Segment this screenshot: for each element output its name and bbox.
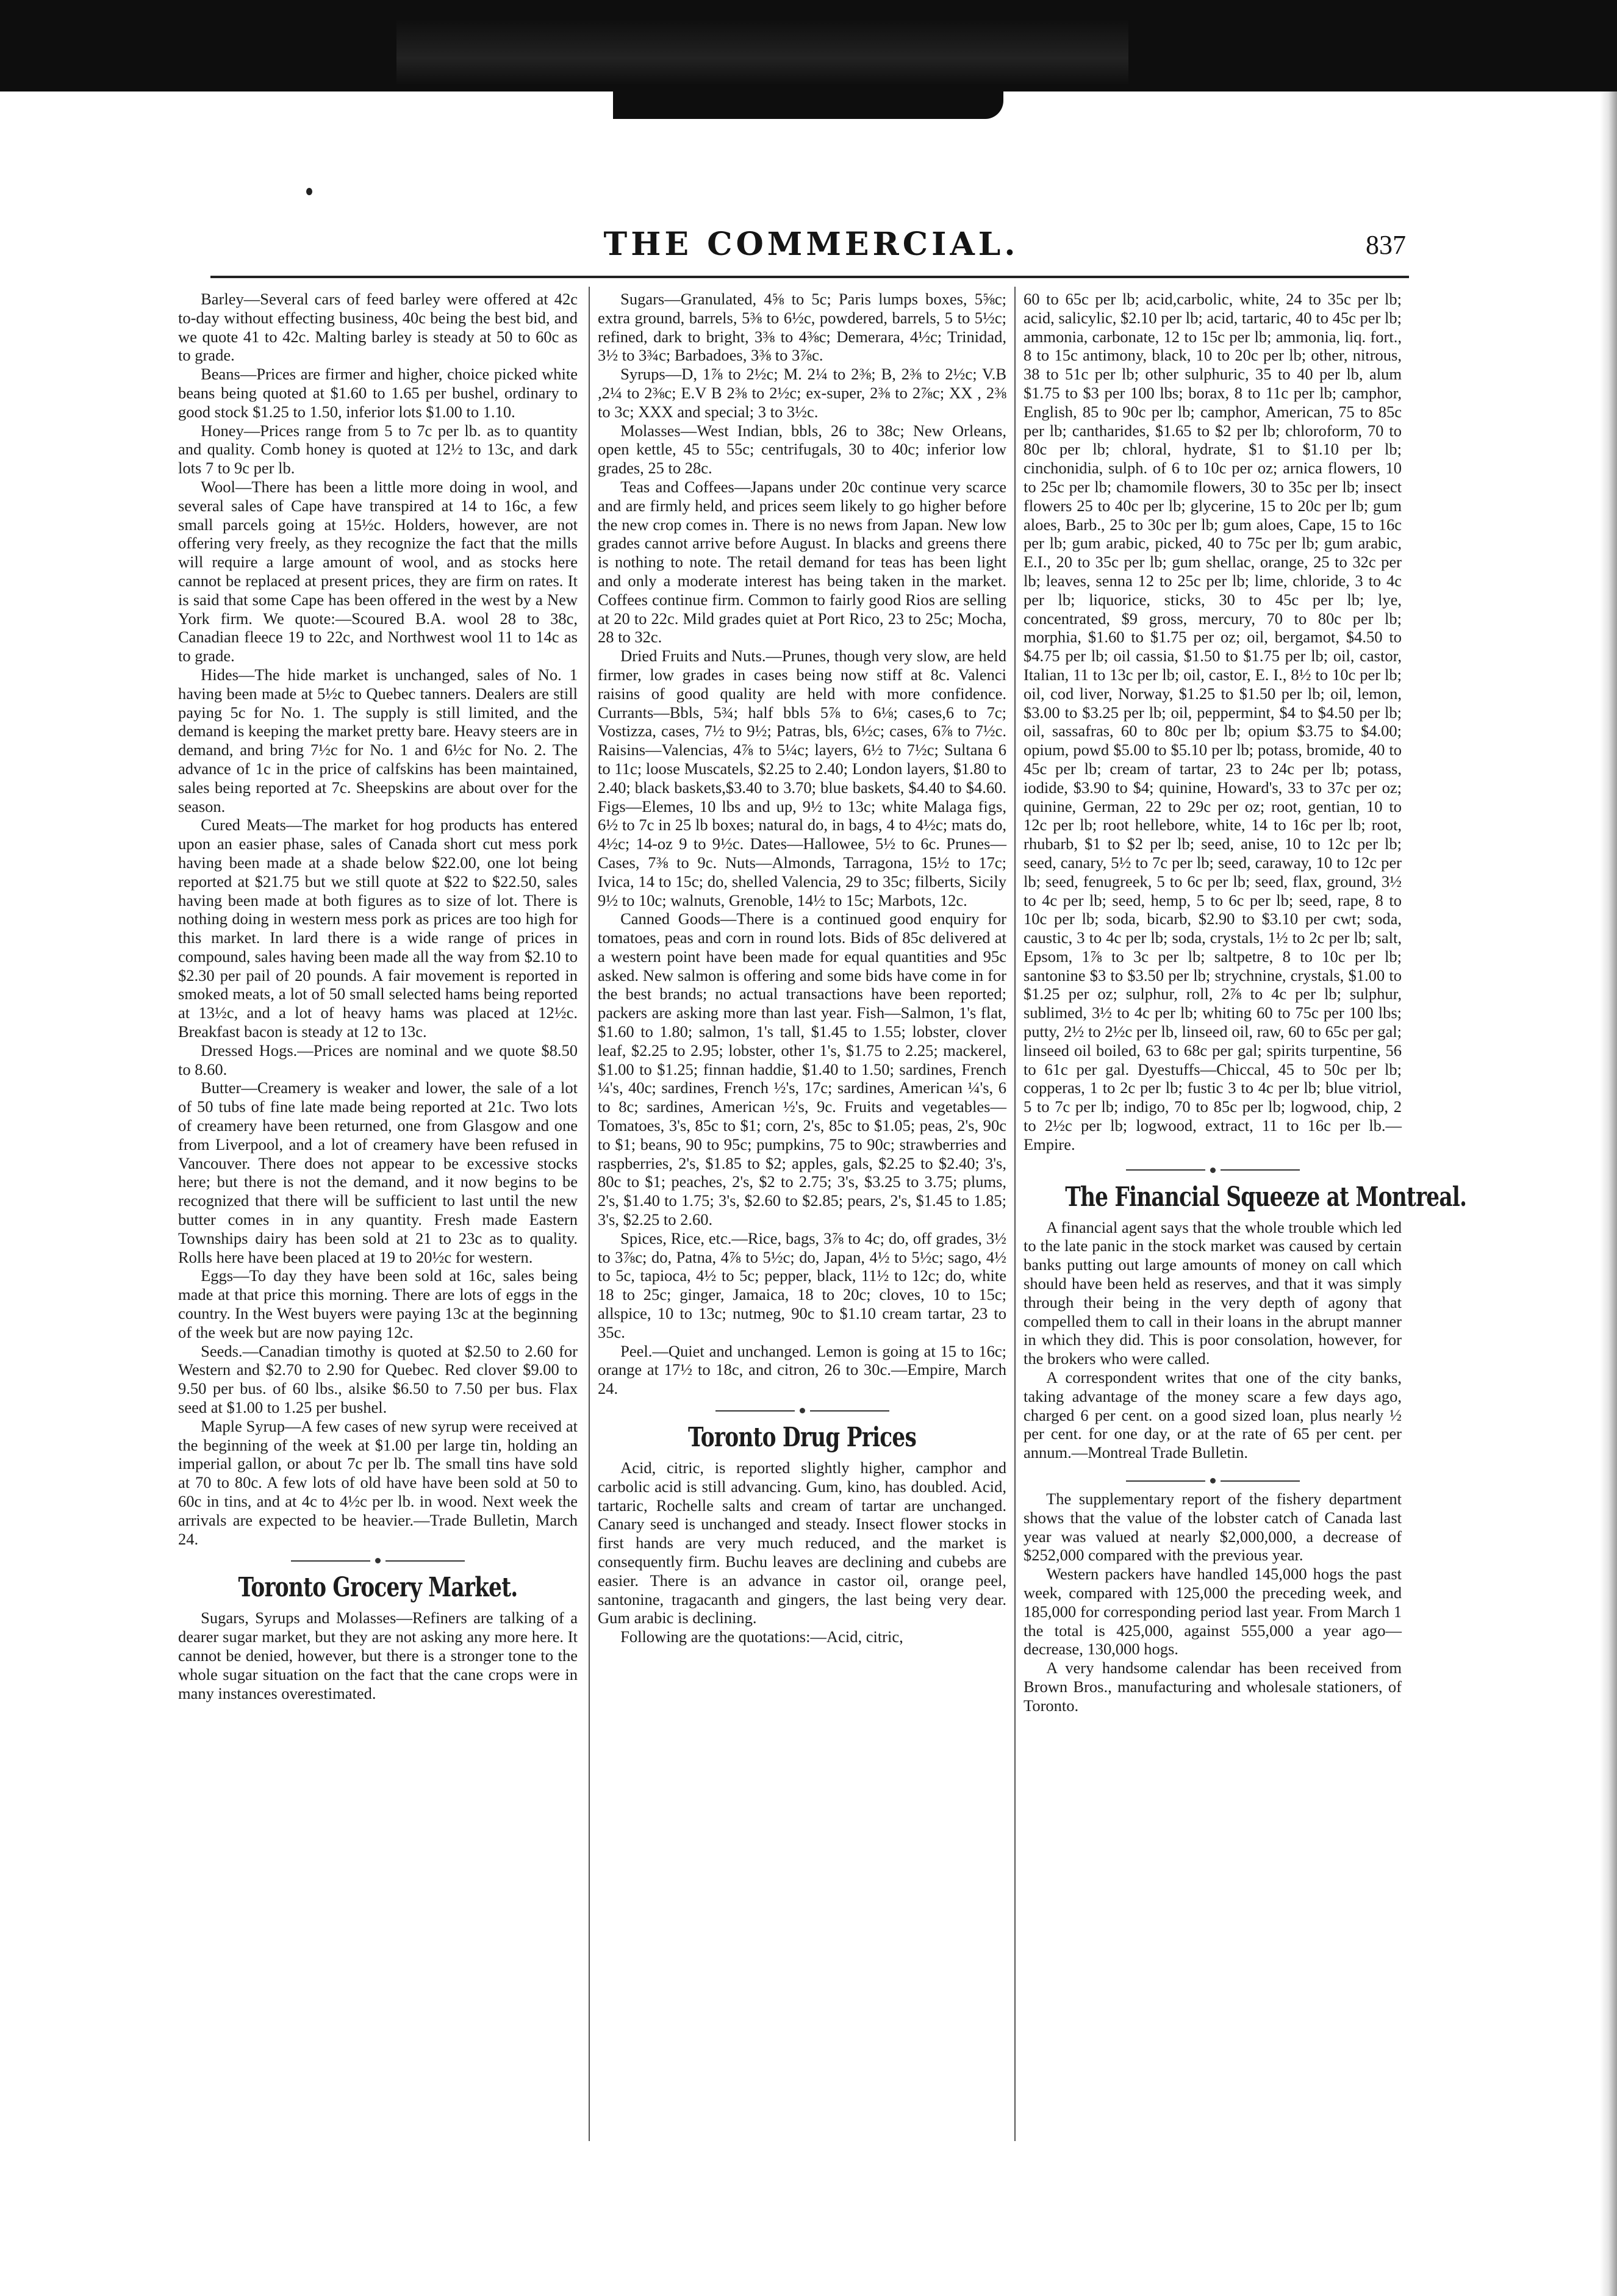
- section-heading-toronto-drug: Toronto Drug Prices: [687, 1422, 917, 1454]
- market-paragraph: Teas and Coffees—Japans under 20c continue very scarce and are firmly held, and prices seem likely to go higher before the new crop comes in. There is no news from Japan. New low grades cannot arrive before August. In blacks and greens there is nothing to note. The retail demand for teas has been light and only a moderate interest has being taken in the market. Coffees continue firm. Common to fairly good Rios are selling at 20 to 22c. Mild grades quiet at Port Rico, 23 to 25c; Mocha, 28 to 32c.: [598, 477, 1006, 647]
- column-2: [598, 290, 1006, 2156]
- market-paragraph: Honey—Prices range from 5 to 7c per lb. as to quantity and quality. Comb honey is quoted at 12½ to 13c, and dark lots 7 to 9c per lb.: [178, 421, 578, 478]
- page-number: 837: [1366, 230, 1406, 260]
- market-paragraph: Wool—There has been a little more doing in wool, and several sales of Cape have transpired at 14 to 16c, a few small parcels going at 15½c. Holders, however, are not offering very freely, as they recognize the fact that the mills will require a large amount of wool, and as stocks here cannot be replaced at present prices, they are firm on rates. It is said that some Cape has been offered in the west by a New York firm. We quote:—Scoured B.A. wool 28 to 38c, Canadian fleece 19 to 22c, and Northwest wool 11 to 14c as to grade.: [178, 477, 578, 665]
- market-paragraph: 60 to 65c per lb; acid,carbolic, white, 24 to 35c per lb; acid, salicylic, $2.10 per lb; acid, tartaric, 40 to 45c per lb; ammonia, carbonate, 12 to 15c per lb; ammonia, liq. fort., 8 to 15c antimony, black, 10 to 20c per lb; other, nitrous, 38 to 51c per lb; other sulphuric, 35 to 40 per lb, alum $1.75 to $3 per 100 lbs; borax, 8 to 11c per lb; camphor, English, 85 to 90c per lb; camphor, American, 75 to 85c per lb; cantharides, $1.65 to $2 per lb; chloroform, 70 to 80c per lb; chloral, hydrate, $1 to $1.10 per lb; cinchonidia, sulph. of 6 to 10c per oz; arnica flowers, 10 to 25c per lb; chamomile flowers, 30 to 35c per lb; insect flowers 25 to 40c per lb; glycerine, 15 to 20c per lb; gum aloes, Barb., 25 to 30c per lb; gum aloes, Cape, 15 to 16c per lb; gum arabic, picked, 40 to 75c per lb; gum arabic, E.I., 20 to 35c per lb; gum shellac, orange, 25 to 32c per lb; leaves, senna 12 to 25c per lb; lime, chloride, 3 to 4c per lb; liquorice, sticks, 30 to 45c per lb; lye, concentrated, $9 gross, mercury, 70 to 80c per lb; morphia, $1.60 to $1.75 per oz; oil, bergamot, $4.50 to $4.75 per lb; oil cassia, $1.50 to $1.75 per lb; oil, castor, Italian, 11 to 13c per lb; oil, castor, E. I., 8½ to 10c per lb; oil, cod liver, Norway, $1.25 to $1.50 per lb; oil, lemon, $3.00 to $3.25 per lb; oil, peppermint, $4 to $4.50 per lb; oil, sassafras, 60 to 80c per lb; opium $3.75 to $4.00; opium, powd $5.00 to $5.10 per lb; potass, bromide, 40 to 45c per lb; cream of tartar, 23 to 24c per lb; potass, iodide, $3.90 to $4; quinine, Howard's, 33 to 37c per oz; quinine, German, 22 to 29c per oz; root, gentian, 10 to 12c per lb; root hellebore, white, 14 to 16c per lb; root, rhubarb, $1 to $2 per lb; seed, anise, 10 to 12c per lb; seed, canary, 5½ to 7c per lb; seed, caraway, 10 to 12c per lb; seed, fenugreek, 5 to 6c per lb; seed, flax, ground, 3½ to 4c per lb; seed, hemp, 5 to 6c per lb; seed, rape, 8 to 10c per lb; soda, bicarb, $2.90 to $3.10 per cwt; soda, caustic, 3 to 4c per lb; soda, crystals, 1½ to 2c per lb; salt, Epsom, 1⅞ to 3c per lb; saltpetre, 8 to 10c per lb; santonine $3 to $3.50 per lb; strychnine, crystals, $1.00 to $1.25 per oz; sulphur, roll, 2⅞ to 4c per lb; sulphur, sublimed, 3½ to 4c per lb; whiting 60 to 75c per 100 lbs; putty, 2½ to 2½c per lb, linseed oil, raw, 60 to 65c per gal; linseed oil boiled, 63 to 68c per gal; spirits turpentine, 56 to 61c per gal. Dyestuffs—Chiccal, 45 to 50c per lb; copperas, 1 to 2c per lb; fustic 3 to 4c per lb; blue vitriol, 5 to 7c per lb; indigo, 70 to 85c per lb; logwood, chip, 2 to 2½c per lb; logwood, extract, 11 to 16c per lb.—Empire.: [1024, 290, 1402, 1153]
- scan-notch: [613, 91, 1003, 119]
- scan-speck: [306, 188, 312, 195]
- market-paragraph: Hides—The hide market is unchanged, sales of No. 1 having been made at 5½c to Quebec tanners. Dealers are still paying 5c for No. 1. The supply is still limited, and the demand is keeping the market pretty bare. Heavy steers are in demand, and bring 7½c for No. 1 and 6½c for No. 2. The advance of 1c in the price of calfskins has been maintained, sales being reported at 7c. Sheepskins are about over for the season.: [178, 665, 578, 816]
- market-paragraph: Seeds.—Canadian timothy is quoted at $2.50 to 2.60 for Western and $2.70 to 2.90 for Quebec. Red clover $9.00 to 9.50 per bus. of 60 lbs., alsike $6.50 to 7.50 per bus. Flax seed at $1.00 to 1.25 per bushel.: [178, 1341, 578, 1417]
- newspaper-title: THE COMMERCIAL.: [603, 226, 1019, 263]
- article-paragraph: A financial agent says that the whole trouble which led to the late panic in the stock market was caused by certain banks putting out large amounts of money on call which should have been held as reserves, and that it was simply through their being in the very depth of agony that compelled them to call in their loans in the abrupt manner in which they did. This is poor consolation, however, for the brokers who were called.: [1024, 1218, 1402, 1368]
- column-rule-1: [589, 287, 590, 2141]
- market-paragraph: Dried Fruits and Nuts.—Prunes, though very slow, are held firmer, low grades in cases being now stiff at 8c. Valenci raisins of good quality are held with more confidence. Currants—Bbls, 5¾; half bbls 5⅞ to 6⅛; cases,6 to 7c; Vostizza, cases, 7½ to 9½; Patras, bls, 6½c; cases, 6⅞ to 7½c. Raisins—Valencias, 4⅞ to 5¼c; layers, 6½ to 7½c; Sultana 6 to 11c; loose Muscatels, $2.25 to 2.40; London layers, $1.80 to 2.40; black baskets,$3.40 to 3.70; blue baskets, $4.40 to $4.60. Figs—Elemes, 10 lbs and up, 9½ to 13c; white Malaga figs, 6½ to 7c in 25 lb boxes; natural do, in bags, 4 to 4½c; mats do, 4½c; 14-oz 9 to 9½c. Dates—Hallowee, 5½ to 6c. Prunes—Cases, 7⅜ to 9c. Nuts—Almonds, Tarragona, 15½ to 17c; Ivica, 14 to 15c; do, shelled Valencia, 29 to 35c; filberts, Sicily 9½ to 10c; walnuts, Grenoble, 14½ to 15c; Marbots, 12c.: [598, 647, 1006, 909]
- market-paragraph: Sugars, Syrups and Molasses—Refiners are talking of a dearer sugar market, but they are not asking any more here. It cannot be denied, however, but there is a stronger tone to the whole sugar situation on the fact that the cane crops were in many instances overestimated.: [178, 1609, 578, 1702]
- column-1: [178, 290, 578, 2156]
- market-paragraph: Eggs—To day they have been sold at 16c, sales being made at that price this morning. There are lots of eggs in the country. In the West buyers were paying 13c at the beginning of the week but are now paying 12c.: [178, 1266, 578, 1341]
- article-paragraph: A correspondent writes that one of the city banks, taking advantage of the money scare a few days ago, charged 6 per cent. on a good sized loan, plus nearly ½ per cent. for one day, or at the rate of 65 per cent. per annum.—Montreal Trade Bulletin.: [1024, 1368, 1402, 1462]
- column-rule-2: [1014, 287, 1016, 2141]
- market-paragraph: Canned Goods—There is a continued good enquiry for tomatoes, peas and corn in round lots. Bids of 85c delivered at a western point have been made for equal quantities and 95c asked. New salmon is offering and some bids have come in for the best brands; no actual transactions have been reported; packers are asking more than last year. Fish—Salmon, 1's flat, $1.60 to 1.80; salmon, 1's tall, $1.45 to 1.55; lobster, clover leaf, $2.25 to 2.95; lobster, other 1's, $1.75 to 2.25; mackerel, $1.00 to $1.25; finnan haddie, $1.40 to 1.50; sardines, French ¼'s, 40c; sardines, French ½'s, 17c; sardines, American ¼'s, 6 to 8c; sardines, American ½'s, 9c. Fruits and vegetables—Tomatoes, 3's, 85c to $1; corn, 2's, 85c to $1.05; peas, 2's, 90c to $1; beans, 90 to 95c; pumpkins, 75 to 90c; strawberries and raspberries, 2's, $1.85 to $2; apples, gals, $2.25 to $2.40; 3's, 80c to $1; peaches, 2's, $2 to 2.75; 3's, $3.25 to 3.75; plums, 2's, $1.40 to 1.75; 3's, $2.60 to $2.85; pears, 2's, $1.45 to 1.85; 3's, $2.25 to 2.60.: [598, 909, 1006, 1229]
- market-paragraph: Barley—Several cars of feed barley were offered at 42c to-day without effecting business, 40c being the best bid, and we quote 41 to 42c. Malting barley is steady at 50 to 60c as to grade.: [178, 290, 578, 365]
- market-paragraph: Dressed Hogs.—Prices are nominal and we quote $8.50 to 8.60.: [178, 1041, 578, 1078]
- scan-border-top: [0, 0, 1617, 91]
- column-3: [1024, 290, 1467, 2156]
- scan-fold-shadow: [396, 18, 1128, 85]
- market-paragraph: Acid, citric, is reported slightly higher, camphor and carbolic acid is still advancing. Gum, kino, has doubled. Acid, tartaric, Rochelle salts and cream of tartar are unchanged. Canary seed is unchanged and steady. Insect flower stocks in first hands are very much reduced, and the market is consequently firm. Buchu leaves are declining and cubebs are easier. There is an advance in castor oil, orange peel, santonine, tragacanth and gingers, the last being very dear. Gum arabic is declining.: [598, 1458, 1006, 1627]
- market-paragraph: Spices, Rice, etc.—Rice, bags, 3⅞ to 4c; do, off grades, 3½ to 3⅞c; do, Patna, 4⅞ to 5½c; do, Japan, 4½ to 5½c; sago, 4½ to 5c, tapioca, 4½ to 5c; pepper, black, 11½ to 12c; do, white 18 to 25c; ginger, Jamaica, 18 to 20c; cloves, 10 to 15c; allspice, 10 to 13c; nutmeg, 90c to $1.10 cream tartar, 23 to 35c.: [598, 1229, 1006, 1341]
- news-paragraph: A very handsome calendar has been received from Brown Bros., manufacturing and wholesale stationers, of Toronto.: [1024, 1659, 1402, 1715]
- page-edge-right: [1600, 91, 1617, 2296]
- market-paragraph: Butter—Creamery is weaker and lower, the sale of a lot of 50 tubs of fine late made being reported at 21c. Two lots of creamery have been returned, one from Glasgow and one from Liverpool, and a lot of creamery have been refused in Vancouver. There does not appear to be excessive stocks here; but there is not the demand, and it now begins to be recognized that there will be sufficient to last until the new butter comes in in any quantity. Fresh made Eastern Townships dairy has been sold at 21 to 23c as to quality. Rolls here have been placed at 19 to 20½c for western.: [178, 1078, 578, 1266]
- section-separator: [178, 1558, 578, 1563]
- market-paragraph: Molasses—West Indian, bbls, 26 to 38c; New Orleans, open kettle, 45 to 55c; centrifugals, 30 to 40c; inferior low grades, 25 to 28c.: [598, 421, 1006, 478]
- market-paragraph: Maple Syrup—A few cases of new syrup were received at the beginning of the week at $1.00 per large tin, holding an imperial gallon, or about 7c per lb. The small tins have sold at 70 to 80c. A few lots of old have have been sold at 50 to 60c in tins, and at 4c to 4½c per lb. in wood. Next week the arrivals are expected to be heavier.—Trade Bulletin, March 24.: [178, 1416, 578, 1548]
- market-paragraph: Syrups—D, 1⅞ to 2½c; M. 2¼ to 2⅜; B, 2⅜ to 2½c; V.B ,2¼ to 2⅜c; E.V B 2⅜ to 2½c; ex-super, 2⅜ to 2⅞c; XX , 2⅜ to 3c; XXX and special; 3 to 3½c.: [598, 365, 1006, 421]
- market-paragraph: Sugars—Granulated, 4⅝ to 5c; Paris lumps boxes, 5⅝c; extra ground, barrels, 5⅜ to 6½c, powdered, barrels, 5 to 5½c; refined, dark to bright, 3⅜ to 4⅜c; Demerara, 4½c; Trinidad, 3½ to 3¾c; Barbadoes, 3⅜ to 3⅞c.: [598, 290, 1006, 365]
- masthead: [217, 226, 1406, 262]
- market-paragraph: Peel.—Quiet and unchanged. Lemon is going at 15 to 16c; orange at 17½ to 18c, and citron, 26 to 30c.—Empire, March 24.: [598, 1341, 1006, 1398]
- section-separator: [1024, 1478, 1402, 1483]
- market-paragraph: Following are the quotations:—Acid, citric,: [620, 1627, 903, 1646]
- market-paragraph: Cured Meats—The market for hog products has entered upon an easier phase, sales of Canada short cut mess pork having been made at a shade below $22.00, one lot being reported at $21.75 but we still quote at $22 to $22.50, sales having been made at both figures as to size of lot. There is nothing doing in western mess pork as prices are too high for this market. In lard there is a wide range of prices in compound, sales having been made all the way from $2.10 to $2.30 per pail of 20 pounds. A fair movement is reported in smoked meats, a lot of 50 small selected hams being reported at 13½c, and a lot of heavy hams was placed at 12½c. Breakfast bacon is steady at 12 to 13c.: [178, 816, 578, 1041]
- news-paragraph: Western packers have handled 145,000 hogs the past week, compared with 125,000 the preceding week, and 185,000 for corresponding period last year. From March 1 the total is 425,000, against 555,000 a year ago—decrease, 130,000 hogs.: [1024, 1565, 1402, 1659]
- news-paragraph: The supplementary report of the fishery department shows that the value of the lobster catch of Canada last year was valued at nearly $2,000,000, a decrease of $252,000 compared with the previous year.: [1024, 1490, 1402, 1565]
- header-rule: [210, 276, 1409, 278]
- market-paragraph: Beans—Prices are firmer and higher, choice picked white beans being quoted at $1.60 to 1.65 per bushel, ordinary to good stock $1.25 to 1.50, inferior lots $1.00 to 1.10.: [178, 365, 578, 421]
- section-heading-toronto-grocery: Toronto Grocery Market.: [238, 1572, 518, 1604]
- section-separator: [1024, 1168, 1402, 1173]
- section-separator: [598, 1408, 1006, 1413]
- section-heading-financial-squeeze: The Financial Squeeze at Montreal.: [1065, 1181, 1467, 1213]
